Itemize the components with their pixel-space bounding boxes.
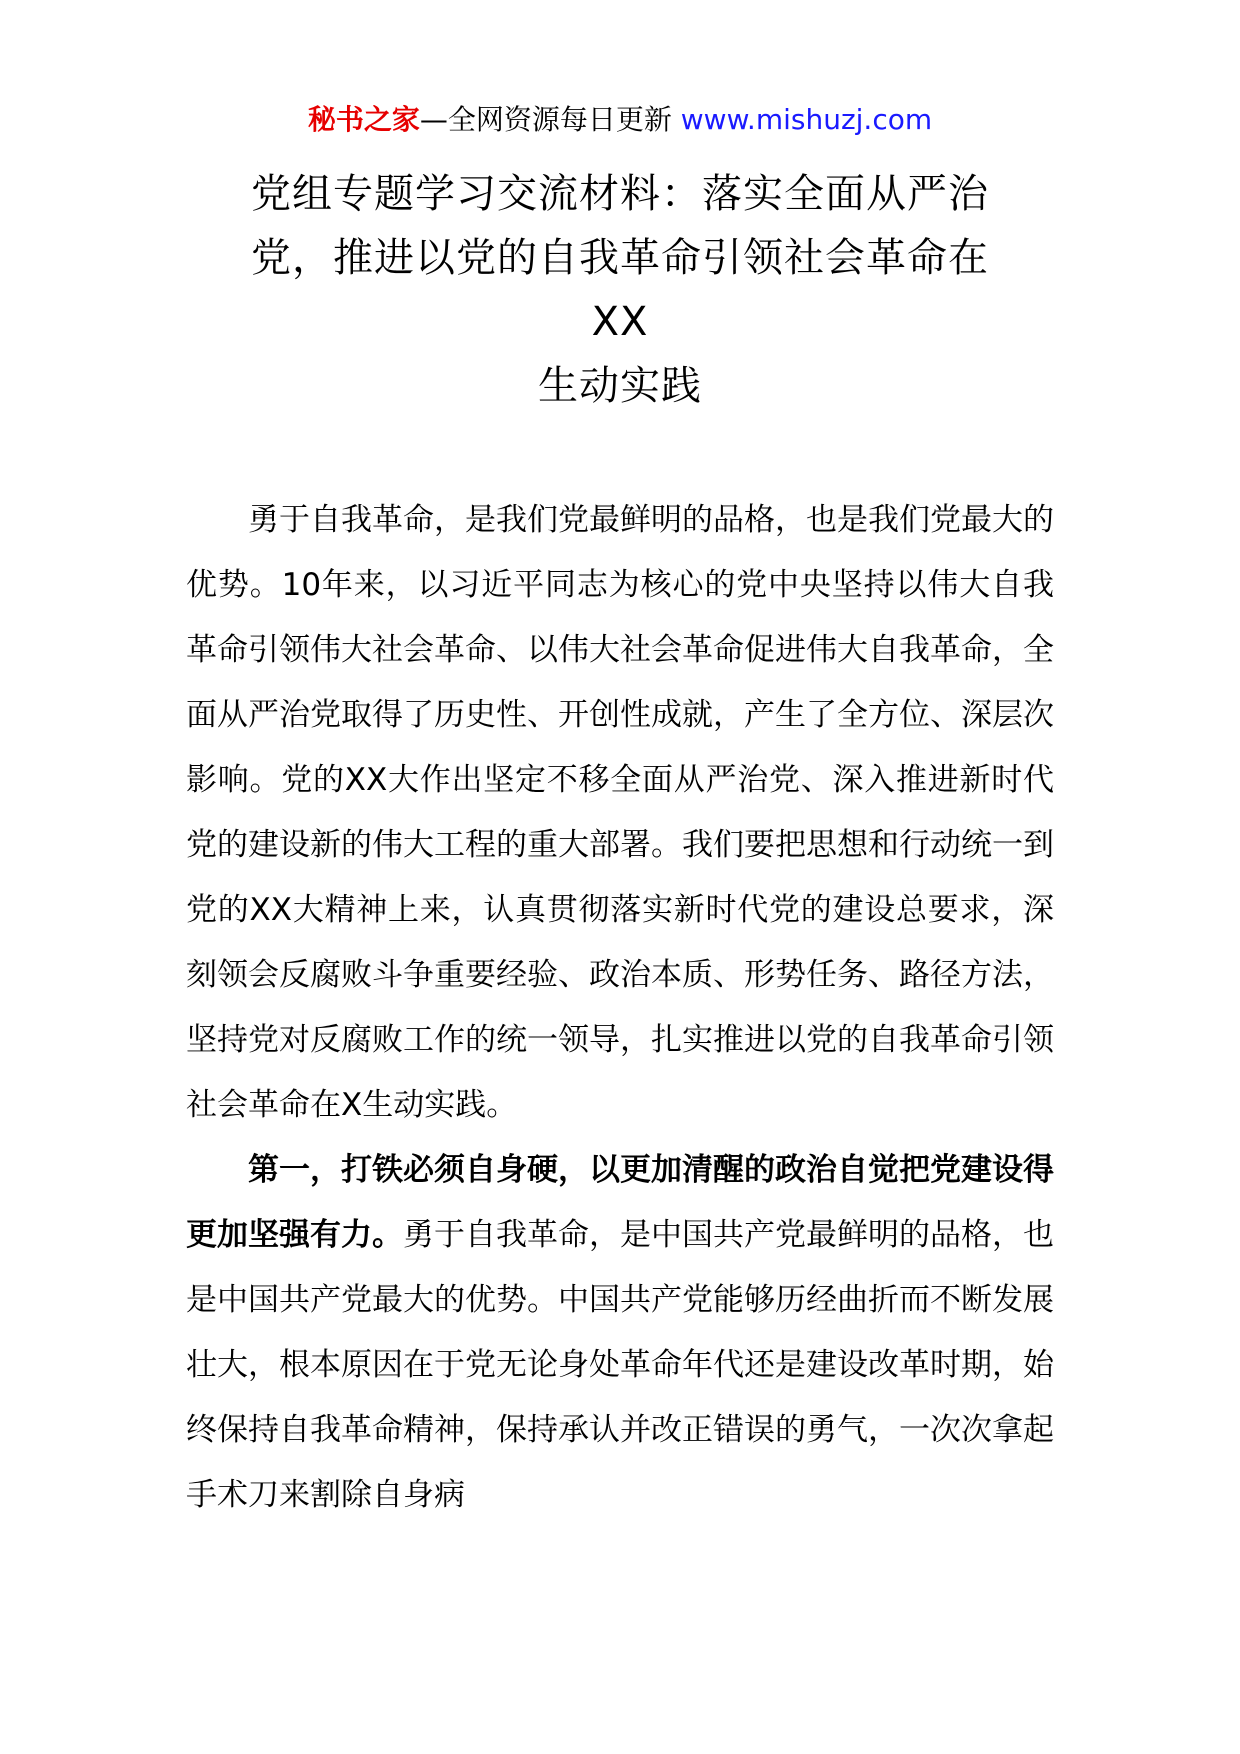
paragraph-intro [186,488,1054,1138]
site-brand: 秘书之家 [307,103,420,136]
site-header [0,100,1240,140]
paragraph-first-point [186,1138,1054,1528]
title-line-2: 党，推进以党的自我革命引领社会革命在 [251,235,989,281]
paragraph-first-point-text: 勇于自我革命，是中国共产党最鲜明的品格，也是中国共产党最大的优势。中国共产党能够历经曲折而不断发展壮大，根本原因在于党无论身处革命年代还是建设改革时期，始终保持自我革命精神，保持承认并改正错误的勇气，一次次拿起手术刀来割除自身病 [186,1217,1054,1513]
paragraph-first-point-lead: 第一，打铁必须自身硬，以更加清醒的政治自觉把党建设得更加坚强有力。 [186,1152,1054,1253]
site-tagline: —全网资源每日更新 [419,103,681,136]
document-body [186,488,1054,1528]
paragraph-intro-text: 勇于自我革命，是我们党最鲜明的品格，也是我们党最大的优势。10年来，以习近平同志为核心的党中央坚持以伟大自我革命引领伟大社会革命、以伟大社会革命促进伟大自我革命，全面从严治党取得了历史性、开创性成就，产生了全方位、深层次影响。党的XX大作出坚定不移全面从严治党、深入推进新时代党的建设新的伟大工程的重大部署。我们要把思想和行动统一到党的XX大精神上来，认真贯彻落实新时代党的建设总要求，深刻领会反腐败斗争重要经验、政治本质、形势任务、路径方法，坚持党对反腐败工作的统一领导，扎实推进以党的自我革命引领社会革命在X生动实践。 [186,502,1054,1123]
title-line-4: 生动实践 [538,363,702,409]
title-line-3: XX [591,299,649,345]
document-title [180,162,1060,418]
site-url-link[interactable]: www.mishuzj.com [680,103,933,136]
title-line-1: 党组专题学习交流材料：落实全面从严治 [251,171,989,217]
